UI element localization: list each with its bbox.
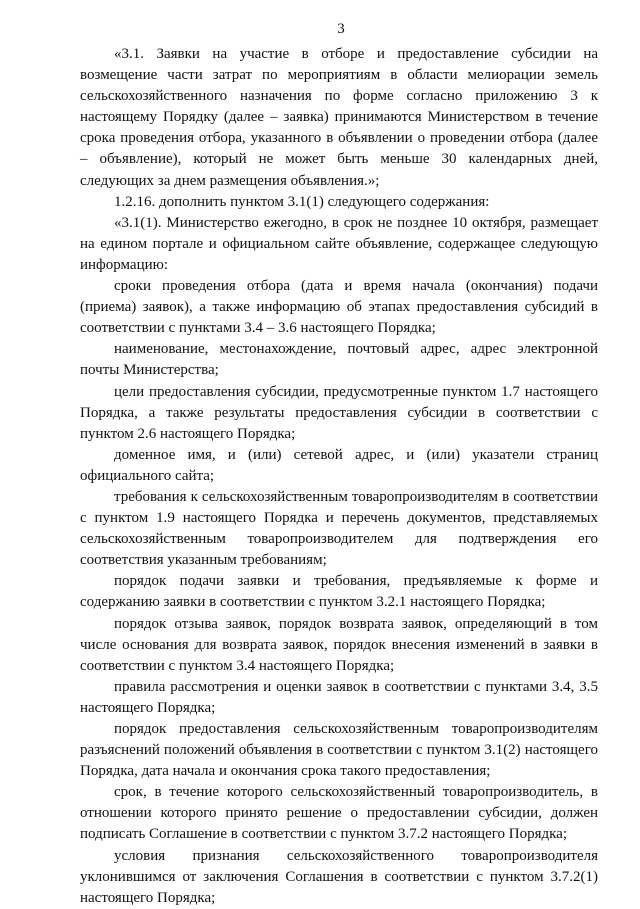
paragraph-1-2-16: 1.2.16. дополнить пунктом 3.1(1) следующего содержания: [114,193,490,210]
paragraph-3-1: «3.1. Заявки на участие в отборе и предоставление субсидии на возмещение части затрат по мероприятиям в области мелиорации земель сельскохозяйственного назначения по форме согласно приложению 3 к настоящему Порядку (далее – заявка) принимаются Министерством в течение срока проведения отбора, указанного в объявлении о проведении отбора (далее – объявление), который не может быть меньше 30 календарных дней, следующих за днем размещения объявления.»; [80,46,598,189]
list-item-evasion-conditions: условия признания сельскохозяйственного товаропроизводителя уклонившимся от заключения Соглашения в соответствии с пунктом 3.7.2(1) настоящего Порядка; [80,847,598,906]
list-item-application-procedure: порядок подачи заявки и требования, предъявляемые к форме и содержанию заявки в соответствии с пунктом 3.2.1 настоящего Порядка; [80,573,598,611]
list-item-selection-dates: сроки проведения отбора (дата и время начала (окончания) подачи (приема) заявок), а также информацию об этапах предоставления субсидий в соответствии с пунктами 3.4 – 3.6 настоящего Порядка; [80,278,598,337]
list-item-clarification-procedure: порядок предоставления сельскохозяйственным товаропроизводителям разъяснений положений объявления в соответствии с пунктом 3.1(2) настоящего Порядка, дата начала и окончания срока такого предоставления; [80,721,598,780]
document-body [80,44,598,909]
list-item-withdrawal-procedure: порядок отзыва заявок, порядок возврата заявок, определяющий в том числе основания для возврата заявок, порядок внесения изменений в заявки в соответствии с пунктом 3.4 настоящего Порядка; [80,615,598,674]
paragraph-3-1-1: «3.1(1). Министерство ежегодно, в срок не позднее 10 октября, размещает на едином портале и официальном сайте объявление, содержащее следующую информацию: [80,214,598,273]
list-item-subsidy-goals: цели предоставления субсидии, предусмотренные пунктом 1.7 настоящего Порядка, а также результаты предоставления субсидии в соответствии с пунктом 2.6 настоящего Порядка; [80,383,598,442]
list-item-ministry-contacts: наименование, местонахождение, почтовый адрес, адрес электронной почты Министерства; [80,341,598,379]
list-item-producer-requirements: требования к сельскохозяйственным товаропроизводителям в соответствии с пунктом 1.9 настоящего Порядка и перечень документов, представляемых сельскохозяйственным товаропроизводителем для подтверждения его соответствия указанным требованиям; [80,488,598,569]
list-item-agreement-deadline: срок, в течение которого сельскохозяйственный товаропроизводитель, в отношении которого принято решение о предоставлении субсидии, должен подписать Соглашение в соответствии с пунктом 3.7.2 настоящего Порядка; [80,784,598,843]
list-item-domain-name: доменное имя, и (или) сетевой адрес, и (или) указатели страниц официального сайта; [80,446,598,484]
list-item-evaluation-rules: правила рассмотрения и оценки заявок в соответствии с пунктами 3.4, 3.5 настоящего Порядка; [80,678,598,716]
page-number: 3 [337,21,345,37]
